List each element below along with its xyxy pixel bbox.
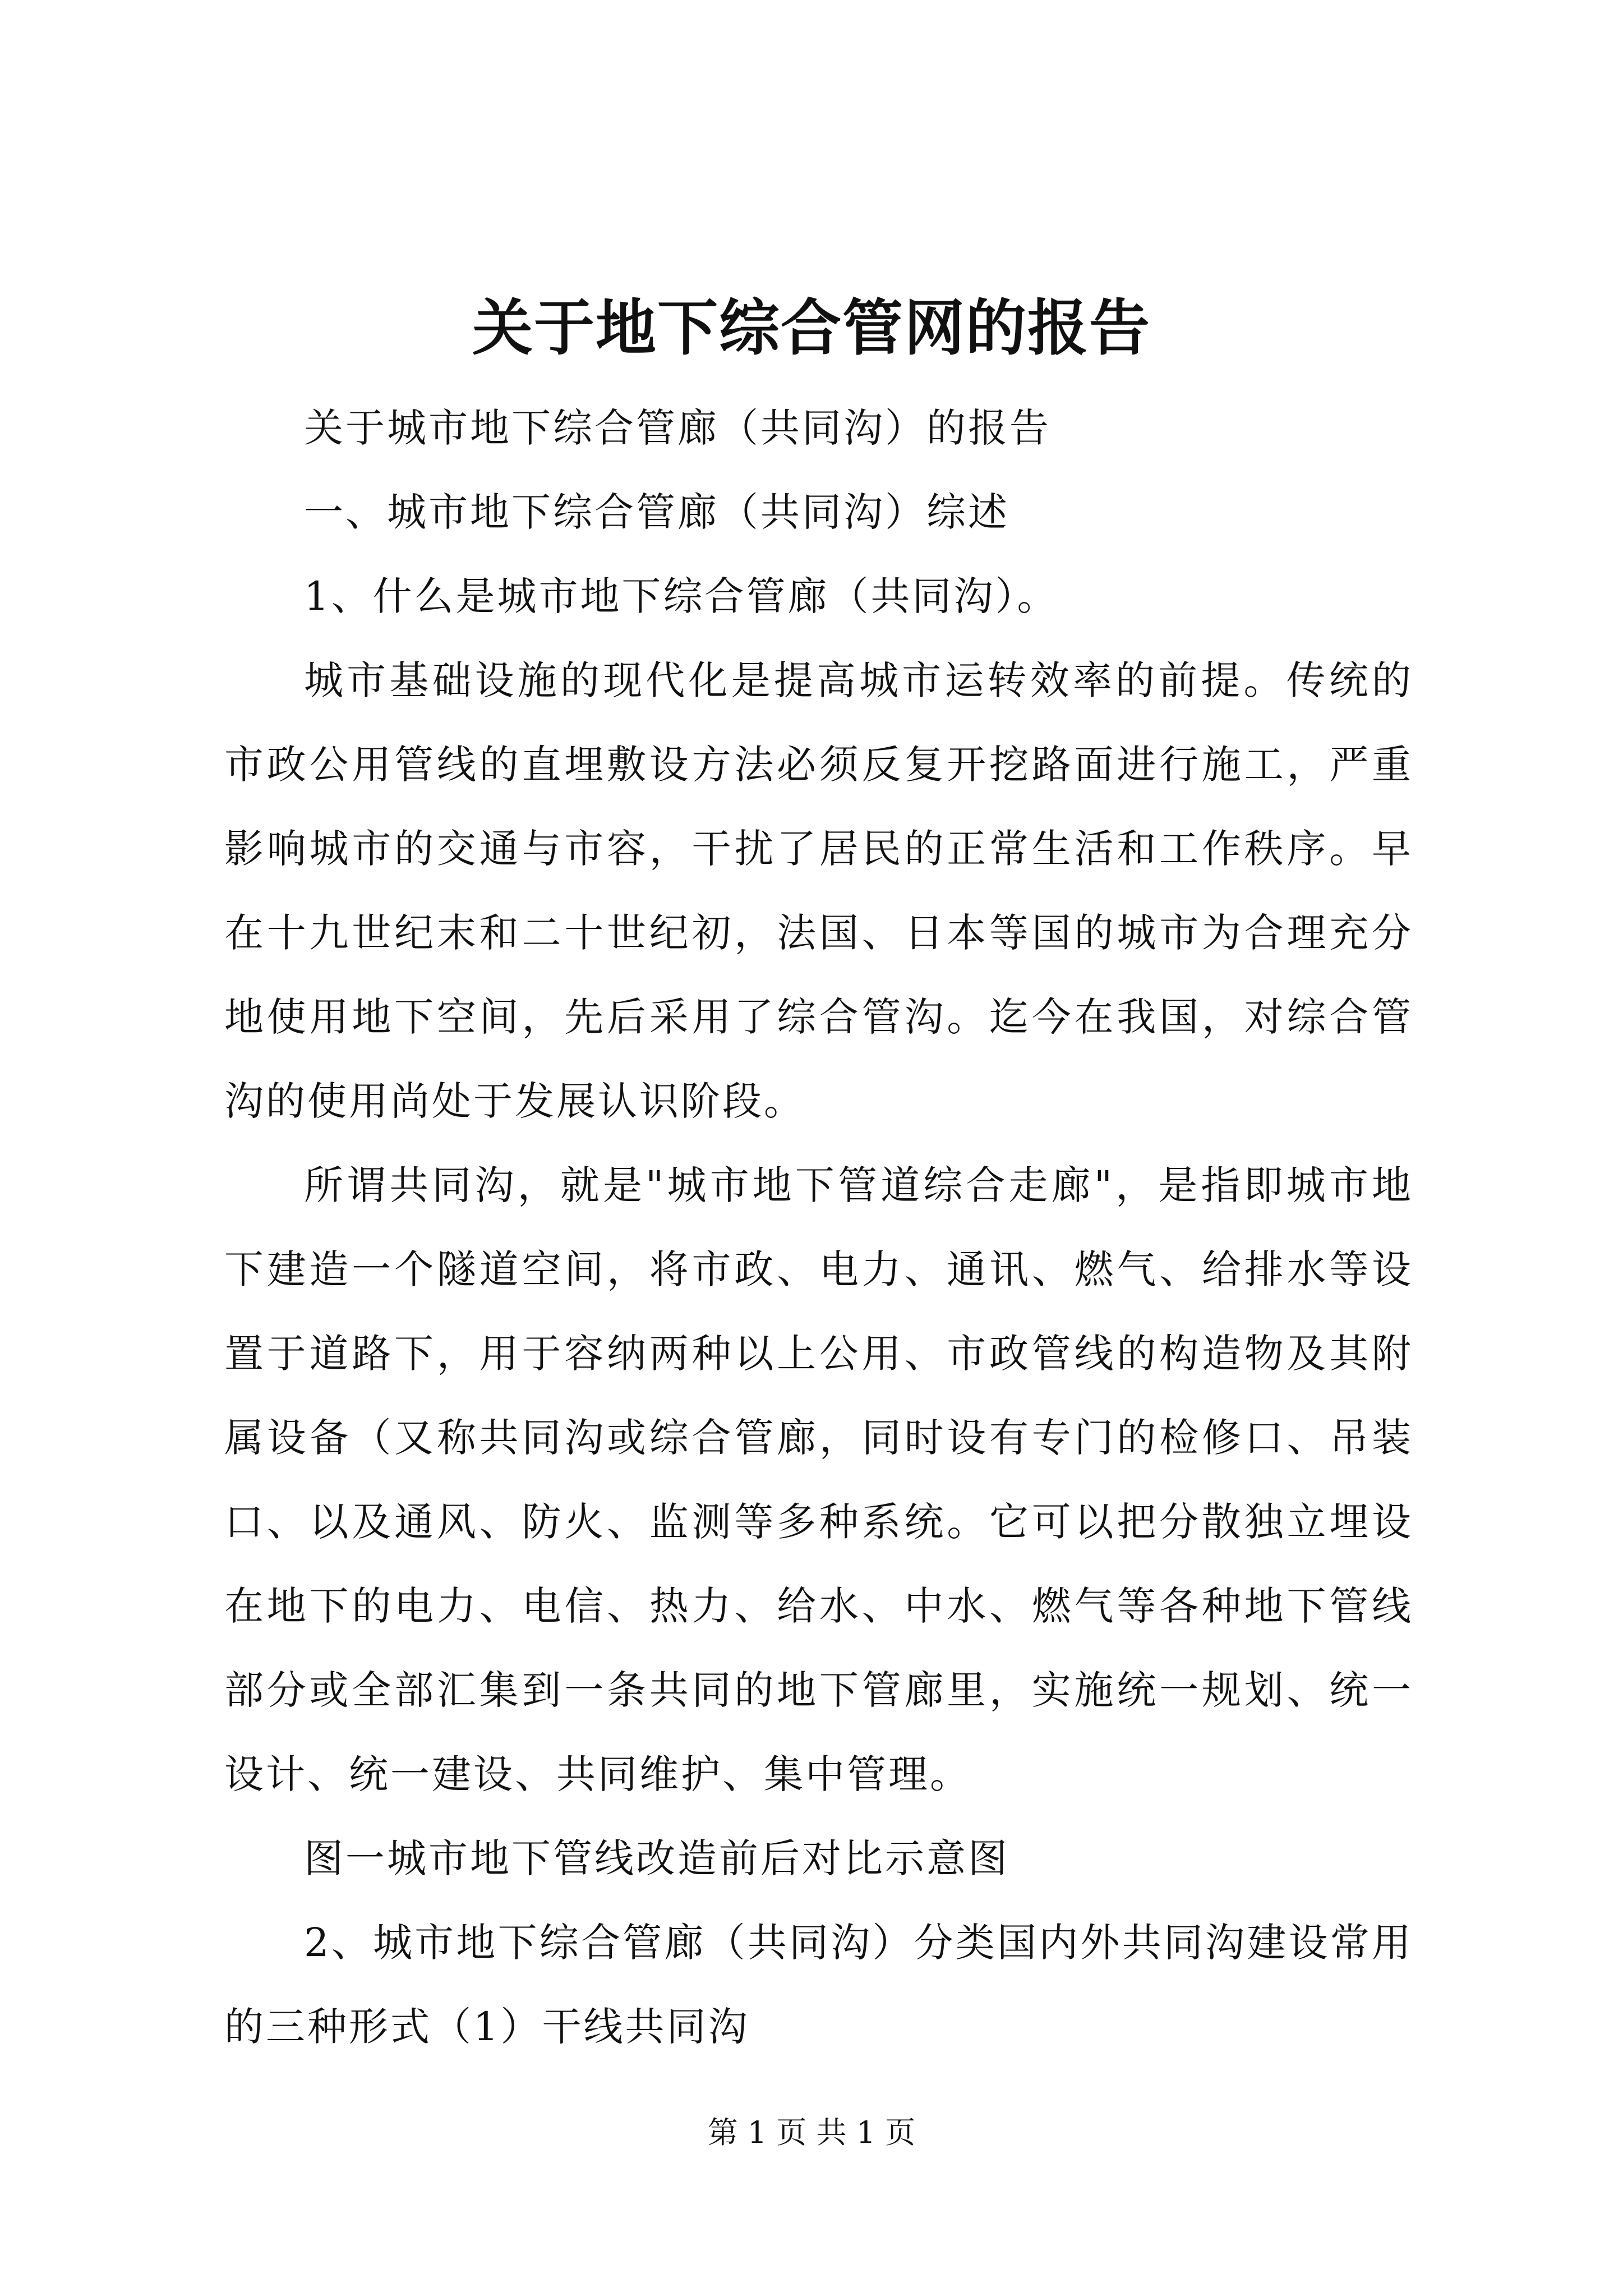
paragraph-figure-caption: 图一城市地下管线改造前后对比示意图 [304, 1835, 1009, 1881]
page-footer: 第 1 页 共 1 页 [707, 2115, 916, 2150]
document-body [224, 386, 1413, 2069]
paragraph-subsection-heading: 1、什么是城市地下综合管廊（共同沟）。 [304, 573, 1059, 619]
paragraph-body: 城市基础设施的现代化是提高城市运转效率的前提。传统的市政公用管线的直埋敷设方法必须反复开挖路面进行施工，严重影响城市的交通与市容，干扰了居民的正常生活和工作秩序。早在十九世纪末和二十世纪初，法国、日本等国的城市为合理充分地使用地下空间，先后采用了综合管沟。迄今在我国，对综合管沟的使用尚处于发展认识阶段。 [224, 657, 1413, 1124]
paragraph-body: 2、城市地下综合管廊（共同沟）分类国内外共同沟建设常用的三种形式（1）干线共同沟 [224, 1920, 1413, 2050]
paragraph-body: 所谓共同沟，就是"城市地下管道综合走廊"，是指即城市地下建造一个隧道空间，将市政、电力、通讯、燃气、给排水等设置于道路下，用于容纳两种以上公用、市政管线的构造物及其附属设备（又称共同沟或综合管廊，同时设有专门的检修口、吊装口、以及通风、防火、监测等多种系统。它可以把分散独立埋设在地下的电力、电信、热力、给水、中水、燃气等各种地下管线部分或全部汇集到一条共同的地下管廊里，实施统一规划、统一设计、统一建设、共同维护、集中管理。 [224, 1162, 1413, 1797]
paragraph-report-subtitle: 关于城市地下综合管廊（共同沟）的报告 [304, 405, 1051, 451]
document-title: 关于地下综合管网的报告 [472, 293, 1151, 364]
paragraph-section-heading: 一、城市地下综合管廊（共同沟）综述 [304, 489, 1009, 535]
